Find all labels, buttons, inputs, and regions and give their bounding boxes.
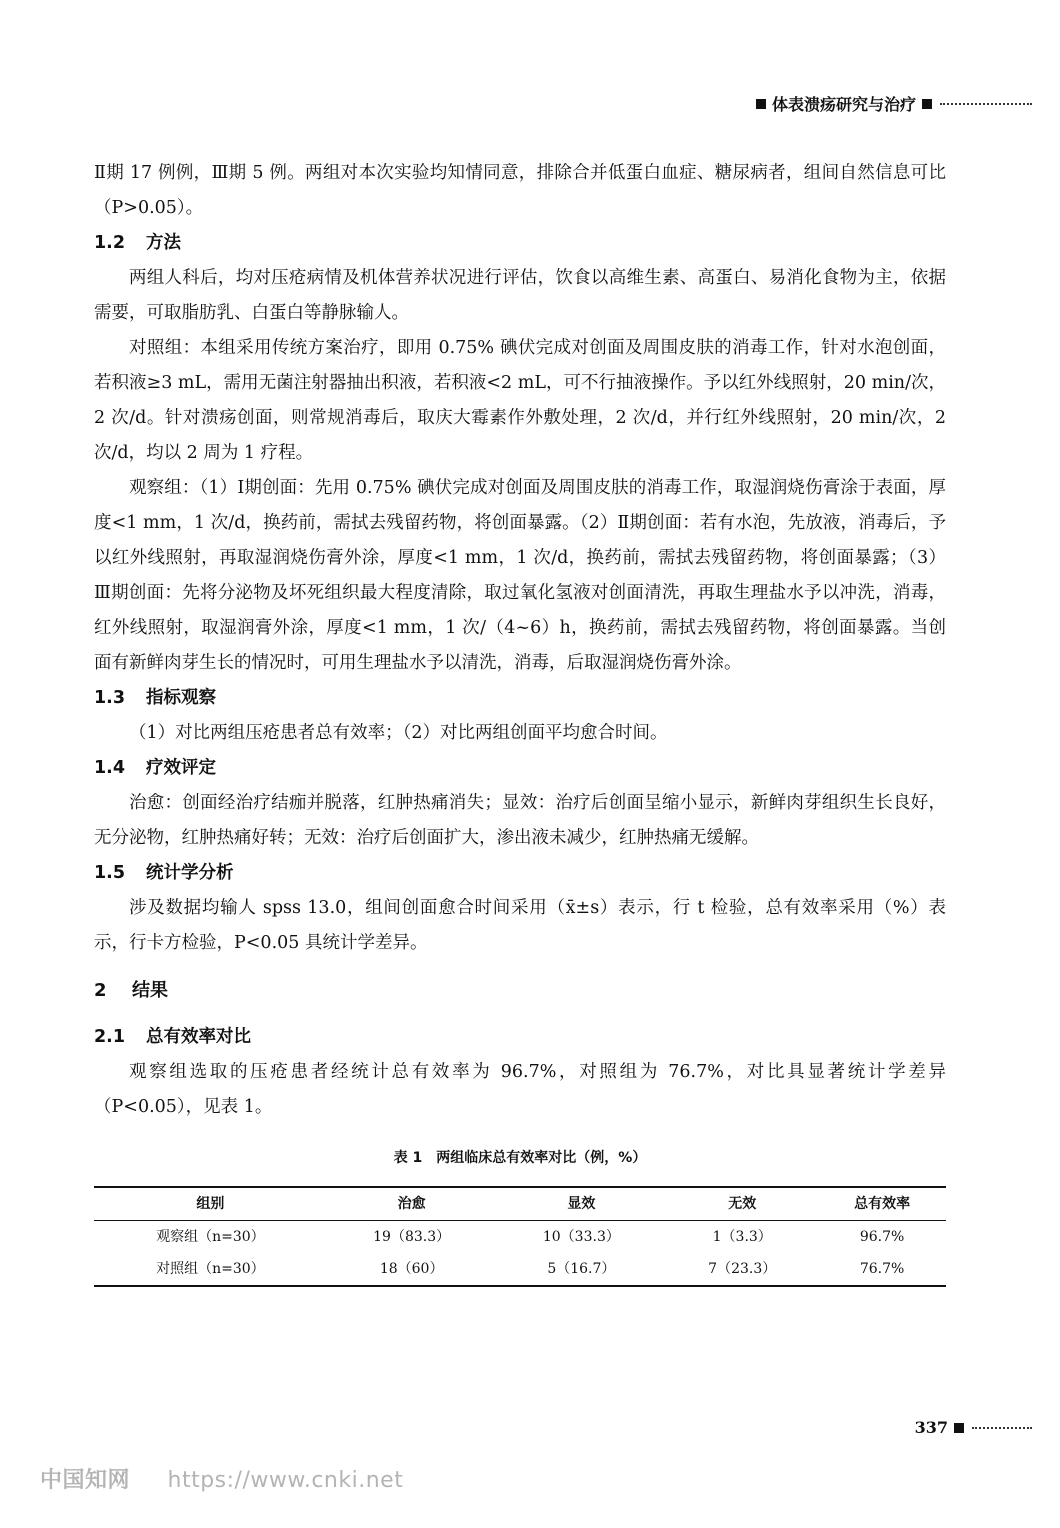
paragraph: Ⅱ期 17 例例，Ⅲ期 5 例。两组对本次实验均知情同意，排除合并低蛋白血症、糖尿病者，组间自然信息可比（P>0.05）。	[94, 163, 946, 218]
running-title: 体表溃疡研究与治疗	[771, 95, 916, 114]
watermark-brand: 中国知网	[40, 1468, 131, 1493]
table-cell: 7（23.3）	[708, 1261, 777, 1277]
square-bullet-icon	[756, 99, 766, 109]
dotted-leader	[940, 103, 1032, 105]
section-heading: 1.4 疗效评定	[94, 758, 216, 778]
paragraph: 涉及数据均输人 spss 13.0，组间创面愈合时间采用（x̄±s）表示，行 t 检验，总有效率采用（%）表示，行卡方检验，P<0.05 具统计学差异。	[94, 898, 946, 953]
results-table	[94, 1186, 946, 1287]
paragraph: 治愈：创面经治疗结痂并脱落，红肿热痛消失；显效：治疗后创面呈缩小显示，新鲜肉芽组织生长良好，无分泌物，红肿热痛好转；无效：治疗后创面扩大，渗出液未减少，红肿热痛无缓解。	[94, 793, 946, 848]
watermark-url[interactable]: https://www.cnki.net	[167, 1468, 404, 1493]
table-cell: 19（83.3）	[373, 1229, 451, 1245]
table-row	[94, 1221, 946, 1254]
table-caption: 表 1 两组临床总有效率对比（例，%）	[393, 1150, 647, 1166]
table-cell: 1（3.3）	[712, 1229, 772, 1245]
paragraph: （1）对比两组压疮患者总有效率；（2）对比两组创面平均愈合时间。	[129, 723, 668, 743]
table-cell: 观察组（n=30）	[156, 1229, 265, 1245]
table-cell: 5（16.7）	[547, 1261, 616, 1277]
paragraph: 对照组：本组采用传统方案治疗，即用 0.75% 碘伏完成对创面及周围皮肤的消毒工作，针对水泡创面，若积液≥3 mL，需用无菌注射器抽出积液，若积液<2 mL，可不行抽液操作。予以红外线照射，20 min/次，2 次/d。针对溃疡创面，则常规消毒后，取庆大霉素作外敷处理，2 次/d，并行红外线照射，20 min/次，2 次/d，均以 2 周为 1 疗程。	[94, 338, 946, 463]
dotted-leader	[972, 1427, 1032, 1429]
paragraph: 观察组选取的压疮患者经统计总有效率为 96.7%，对照组为 76.7%，对比具显著统计学差异（P<0.05），见表 1。	[94, 1062, 946, 1117]
column-header: 治愈	[327, 1187, 497, 1221]
running-header	[700, 92, 1032, 115]
section-heading: 2.1 总有效率对比	[94, 1027, 251, 1047]
table-cell: 18（60）	[379, 1261, 444, 1277]
article-body	[94, 156, 946, 1287]
watermark	[40, 1463, 403, 1494]
table-cell: 96.7%	[859, 1229, 905, 1245]
paragraph: 观察组：（1）Ⅰ期创面：先用 0.75% 碘伏完成对创面及周围皮肤的消毒工作，取湿润烧伤膏涂于表面，厚度<1 mm，1 次/d，换药前，需拭去残留药物，将创面暴露。（2）Ⅱ期创面：若有水泡，先放液，消毒后，予以红外线照射，再取湿润烧伤膏外涂，厚度<1 mm，1 次/d，换药前，需拭去残留药物，将创面暴露；（3）Ⅲ期创面：先将分泌物及坏死组织最大程度清除，取过氧化氢液对创面清洗，再取生理盐水予以冲洗，消毒，红外线照射，取湿润膏外涂，厚度<1 mm，1 次/（4~6）h，换药前，需拭去残留药物，将创面暴露。当创面有新鲜肉芽生长的情况时，可用生理盐水予以清洗，消毒，后取湿润烧伤膏外涂。	[94, 478, 946, 673]
table-row	[94, 1253, 946, 1286]
paragraph: 两组人科后，均对压疮病情及机体营养状况进行评估，饮食以高维生素、高蛋白、易消化食物为主，依据需要，可取脂肪乳、白蛋白等静脉输人。	[94, 268, 946, 323]
square-bullet-icon	[954, 1423, 964, 1433]
section-heading: 1.3 指标观察	[94, 688, 216, 708]
column-header: 显效	[497, 1187, 667, 1221]
section-heading: 1.2 方法	[94, 233, 181, 253]
section-heading-main: 2 结果	[94, 980, 168, 1001]
square-bullet-icon	[922, 99, 932, 109]
column-header: 组别	[94, 1187, 327, 1221]
table-cell: 10（33.3）	[542, 1229, 620, 1245]
section-heading: 1.5 统计学分析	[94, 863, 234, 883]
page-number: 337	[914, 1418, 948, 1437]
column-header: 无效	[666, 1187, 818, 1221]
page-footer	[915, 1418, 1032, 1437]
table-cell: 76.7%	[859, 1261, 905, 1277]
column-header: 总有效率	[818, 1187, 946, 1221]
table-header-row	[94, 1187, 946, 1221]
table-cell: 对照组（n=30）	[156, 1261, 265, 1277]
